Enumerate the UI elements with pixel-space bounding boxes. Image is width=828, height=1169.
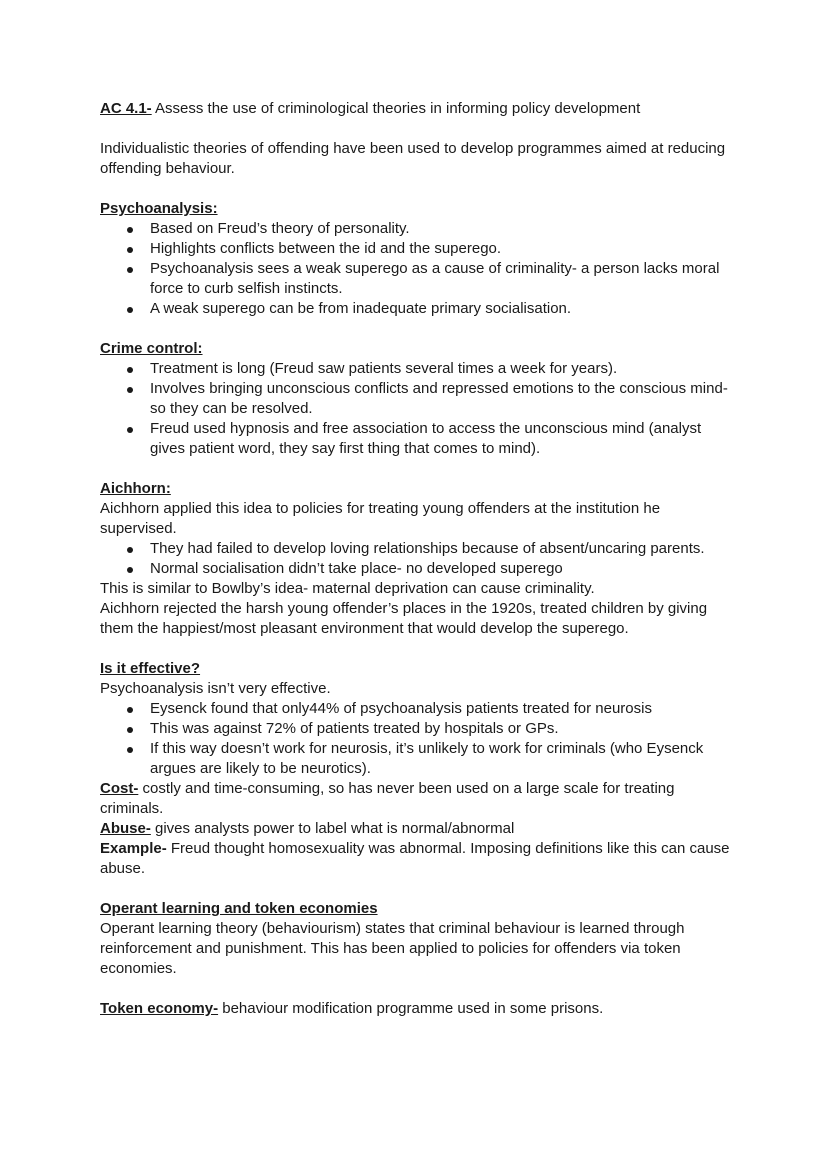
list-item: This was against 72% of patients treated by hospitals or GPs. — [150, 719, 740, 739]
effective-intro: Psychoanalysis isn’t very effective. — [100, 680, 331, 697]
abuse-text: gives analysts power to label what is normal/abnormal — [150, 820, 515, 837]
abuse-label: Abuse- — [100, 820, 151, 837]
aichhorn-heading: Aichhorn: — [100, 480, 171, 497]
title-text: Assess the use of criminological theories in informing policy development — [151, 100, 641, 117]
effective-heading: Is it effective? — [100, 660, 201, 677]
intro-paragraph: Individualistic theories of offending have been used to develop programmes aimed at reducing offending behaviour. — [100, 140, 726, 177]
list-item: Eysenck found that only44% of psychoanalysis patients treated for neurosis — [150, 699, 740, 719]
token-label: Token economy- — [100, 1000, 219, 1017]
list-item: Psychoanalysis sees a weak superego as a cause of criminality- a person lacks moral force to curb selfish instincts. — [150, 259, 740, 299]
token-text: behaviour modification programme used in some prisons. — [218, 1000, 604, 1017]
document-page — [100, 99, 740, 1019]
aichhorn-intro: Aichhorn applied this idea to policies for treating young offenders at the institution he supervised. — [100, 500, 661, 537]
list-item: They had failed to develop loving relationships because of absent/uncaring parents. — [150, 539, 740, 559]
document-title — [100, 99, 740, 119]
ac-label: AC 4.1- — [100, 100, 152, 117]
cost-text: costly and time-consuming, so has never been used on a large scale for treating criminals. — [100, 780, 675, 817]
list-item: A weak superego can be from inadequate primary socialisation. — [150, 299, 740, 319]
example-label: Example- — [100, 840, 167, 857]
list-item: Involves bringing unconscious conflicts and repressed emotions to the conscious mind- so they can be resolved. — [150, 379, 740, 419]
list-item: Highlights conflicts between the id and the superego. — [150, 239, 740, 259]
list-item: Normal socialisation didn’t take place- no developed superego — [150, 559, 740, 579]
list-item: Freud used hypnosis and free association to access the unconscious mind (analyst gives patient word, they say first thing that comes to mind). — [150, 419, 740, 459]
aichhorn-para-2: Aichhorn rejected the harsh young offender’s places in the 1920s, treated children by giving them the happiest/most pleasant environment that would develop the superego. — [100, 600, 708, 637]
example-text: Freud thought homosexuality was abnormal. Imposing definitions like this can cause abuse. — [100, 840, 730, 877]
list-item: Treatment is long (Freud saw patients several times a week for years). — [150, 359, 740, 379]
cost-label: Cost- — [100, 780, 139, 797]
cost-paragraph — [100, 779, 740, 819]
operant-paragraph: Operant learning theory (behaviourism) states that criminal behaviour is learned through reinforcement and punishment. This has been applied to policies for offenders via token economies. — [100, 920, 685, 977]
psychoanalysis-heading: Psychoanalysis: — [100, 200, 218, 217]
crime-control-heading: Crime control: — [100, 340, 203, 357]
token-paragraph — [100, 999, 740, 1019]
operant-heading: Operant learning and token economies — [100, 900, 378, 917]
crime-control-list — [100, 359, 740, 459]
effective-list — [100, 699, 740, 779]
list-item: Based on Freud’s theory of personality. — [150, 219, 740, 239]
example-paragraph — [100, 839, 740, 879]
aichhorn-list — [100, 539, 740, 579]
psychoanalysis-list — [100, 219, 740, 319]
abuse-paragraph — [100, 819, 740, 839]
aichhorn-para-1: This is similar to Bowlby’s idea- maternal deprivation can cause criminality. — [100, 580, 595, 597]
list-item: If this way doesn’t work for neurosis, it’s unlikely to work for criminals (who Eysenck argues are likely to be neurotics). — [150, 739, 740, 779]
